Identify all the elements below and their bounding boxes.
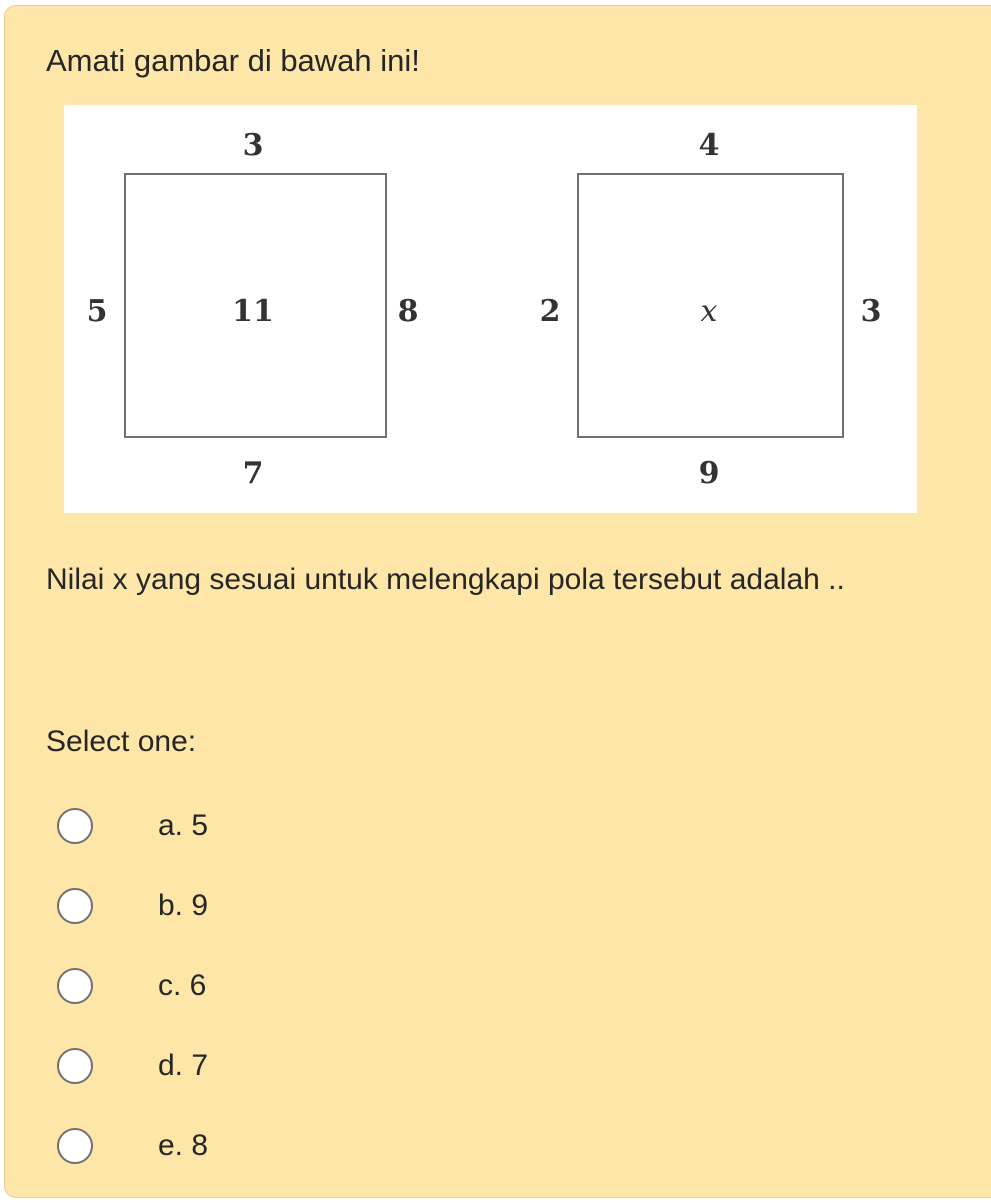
answer-option-a[interactable] <box>57 786 208 866</box>
radio-button[interactable] <box>57 1128 93 1164</box>
right-square-center-variable: x <box>700 294 718 329</box>
left-square-bottom-number: 7 <box>242 456 264 491</box>
answer-option-label: b. 9 <box>158 889 209 922</box>
left-square-top-number: 3 <box>242 128 264 163</box>
right-square-bottom-number: 9 <box>698 456 720 491</box>
answer-option-label: d. 7 <box>158 1049 209 1082</box>
left-square-right-number: 8 <box>397 294 419 329</box>
question-card <box>4 5 991 1198</box>
radio-button[interactable] <box>57 888 93 924</box>
left-square-left-number: 5 <box>86 294 108 329</box>
answer-option-e[interactable] <box>57 1106 208 1186</box>
answer-option-label: e. 8 <box>158 1129 209 1162</box>
select-prompt: Select one: <box>46 725 197 758</box>
answer-option-label: c. 6 <box>158 969 207 1002</box>
answer-option-label: a. 5 <box>158 809 209 842</box>
radio-button[interactable] <box>57 808 93 844</box>
radio-button[interactable] <box>57 1048 93 1084</box>
answer-option-d[interactable] <box>57 1026 208 1106</box>
question-text: Nilai x yang sesuai untuk melengkapi pola tersebut adalah .. <box>46 563 845 596</box>
pattern-diagram <box>64 105 917 513</box>
answer-option-b[interactable] <box>57 866 208 946</box>
right-square-left-number: 2 <box>539 294 561 329</box>
answer-options <box>57 786 208 1186</box>
question-intro: Amati gambar di bawah ini! <box>46 43 420 78</box>
answer-option-c[interactable] <box>57 946 208 1026</box>
radio-button[interactable] <box>57 968 93 1004</box>
right-square-right-number: 3 <box>860 294 882 329</box>
left-square-center-number: 11 <box>232 294 274 329</box>
pattern-figure <box>64 105 917 513</box>
right-square-top-number: 4 <box>698 128 720 163</box>
